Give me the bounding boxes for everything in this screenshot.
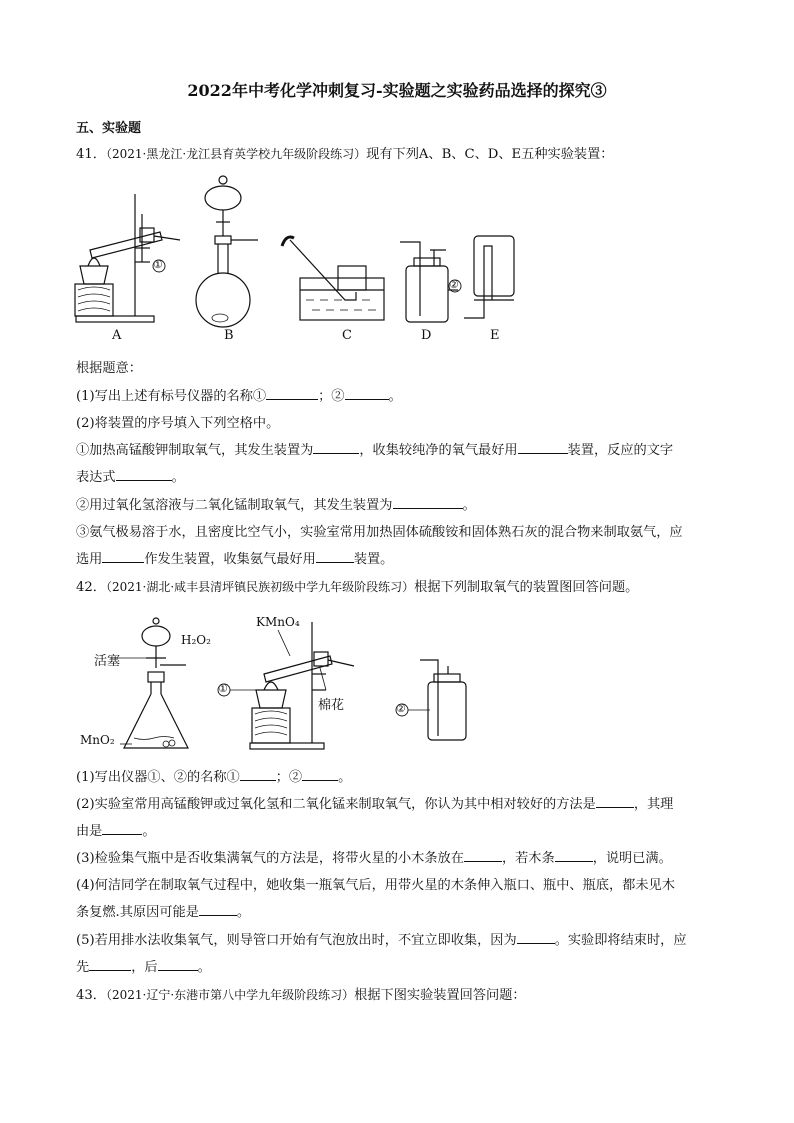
q42-part4: (4)何洁同学在制取氧气过程中，她收集一瓶氧气后，用带火星的木条伸入瓶口、瓶中、瓶底，都未见木 bbox=[76, 878, 675, 893]
label-kmno4: KMnO₄ bbox=[256, 615, 300, 629]
q41-number: 41． bbox=[76, 147, 106, 162]
q41-part4: ②用过氧化氢溶液与二氧化锰制取氧气，其发生装置为 。 bbox=[76, 498, 476, 513]
q42-mark-2: ② bbox=[396, 702, 406, 715]
q42-header: 42．（2021·湖北·咸丰县清坪镇民族初级中学九年级阶段练习）根据下列制取氧气的装置图回答问题。 bbox=[76, 580, 639, 595]
label-b: B bbox=[224, 328, 234, 343]
q42-part2: (2)实验室常用高锰酸钾或过氧化氢和二氧化锰来制取氧气，你认为其中相对较好的方法是 ，其理 bbox=[76, 797, 674, 812]
label-h2o2: H₂O₂ bbox=[181, 633, 211, 647]
q43-header: 43．（2021·辽宁·东港市第八中学九年级阶段练习）根据下图实验装置回答问题： bbox=[76, 988, 526, 1003]
label-mno2: MnO₂ bbox=[80, 733, 115, 747]
q41-part5: ③氨气极易溶于水，且密度比空气小，实验室常用加热固体硫酸铵和固体熟石灰的混合物来制取氨气，应 bbox=[76, 525, 683, 540]
label-valve: 活塞 bbox=[94, 654, 121, 669]
label-c: C bbox=[342, 328, 352, 343]
q42-part5: (5)若用排水法收集氧气，则导管口开始有气泡放出时，不宜立即收集，因为 。实验即将结束时，应 bbox=[76, 933, 687, 948]
apparatus-flask bbox=[124, 618, 188, 748]
q41-part3-cont: 表达式 。 bbox=[76, 470, 185, 485]
q42-part5-cont: 先 ，后 。 bbox=[76, 960, 211, 975]
q41-stem: 现有下列A、B、C、D、E五种实验装置： bbox=[366, 147, 614, 162]
q42-mark-1: ① bbox=[218, 682, 228, 695]
q42-part2-cont: 由是 。 bbox=[76, 824, 156, 839]
q42-part4-cont: 条复燃.其原因可能是 。 bbox=[76, 905, 251, 920]
q41-mark-2: ② bbox=[449, 278, 459, 291]
page-title: 2022年中考化学冲刺复习-实验题之实验药品选择的探究③ bbox=[187, 81, 607, 100]
section-heading: 五、实验题 bbox=[76, 121, 142, 136]
q41-part1: (1)写出上述有标号仪器的名称① ；② 。 bbox=[76, 389, 402, 404]
q41-part3: ①加热高锰酸钾制取氧气，其发生装置为 ，收集较纯净的氧气最好用 装置，反应的文字 bbox=[76, 443, 674, 458]
q41-mark-1: ① bbox=[153, 258, 163, 271]
label-a: A bbox=[112, 328, 122, 343]
q41-part2: (2)将装置的序号填入下列空格中。 bbox=[76, 416, 280, 431]
q41-part5-cont: 选用 作发生装置，收集氨气最好用 装置。 bbox=[76, 552, 394, 567]
label-cotton: 棉花 bbox=[318, 698, 345, 713]
label-e: E bbox=[490, 328, 500, 343]
label-d: D bbox=[421, 328, 432, 343]
q42-part3: (3)检验集气瓶中是否收集满氧气的方法是，将带火星的小木条放在 ，若木条 ，说明已满。 bbox=[76, 851, 672, 866]
q42-part1: (1)写出仪器①、②的名称① ；② 。 bbox=[76, 770, 352, 785]
q41-hint: 根据题意： bbox=[76, 361, 142, 376]
apparatus-heating bbox=[250, 622, 354, 749]
apparatus-bottle bbox=[420, 660, 466, 740]
q41-source: （2021·黑龙江·龙江县育英学校九年级阶段练习） bbox=[105, 147, 367, 161]
